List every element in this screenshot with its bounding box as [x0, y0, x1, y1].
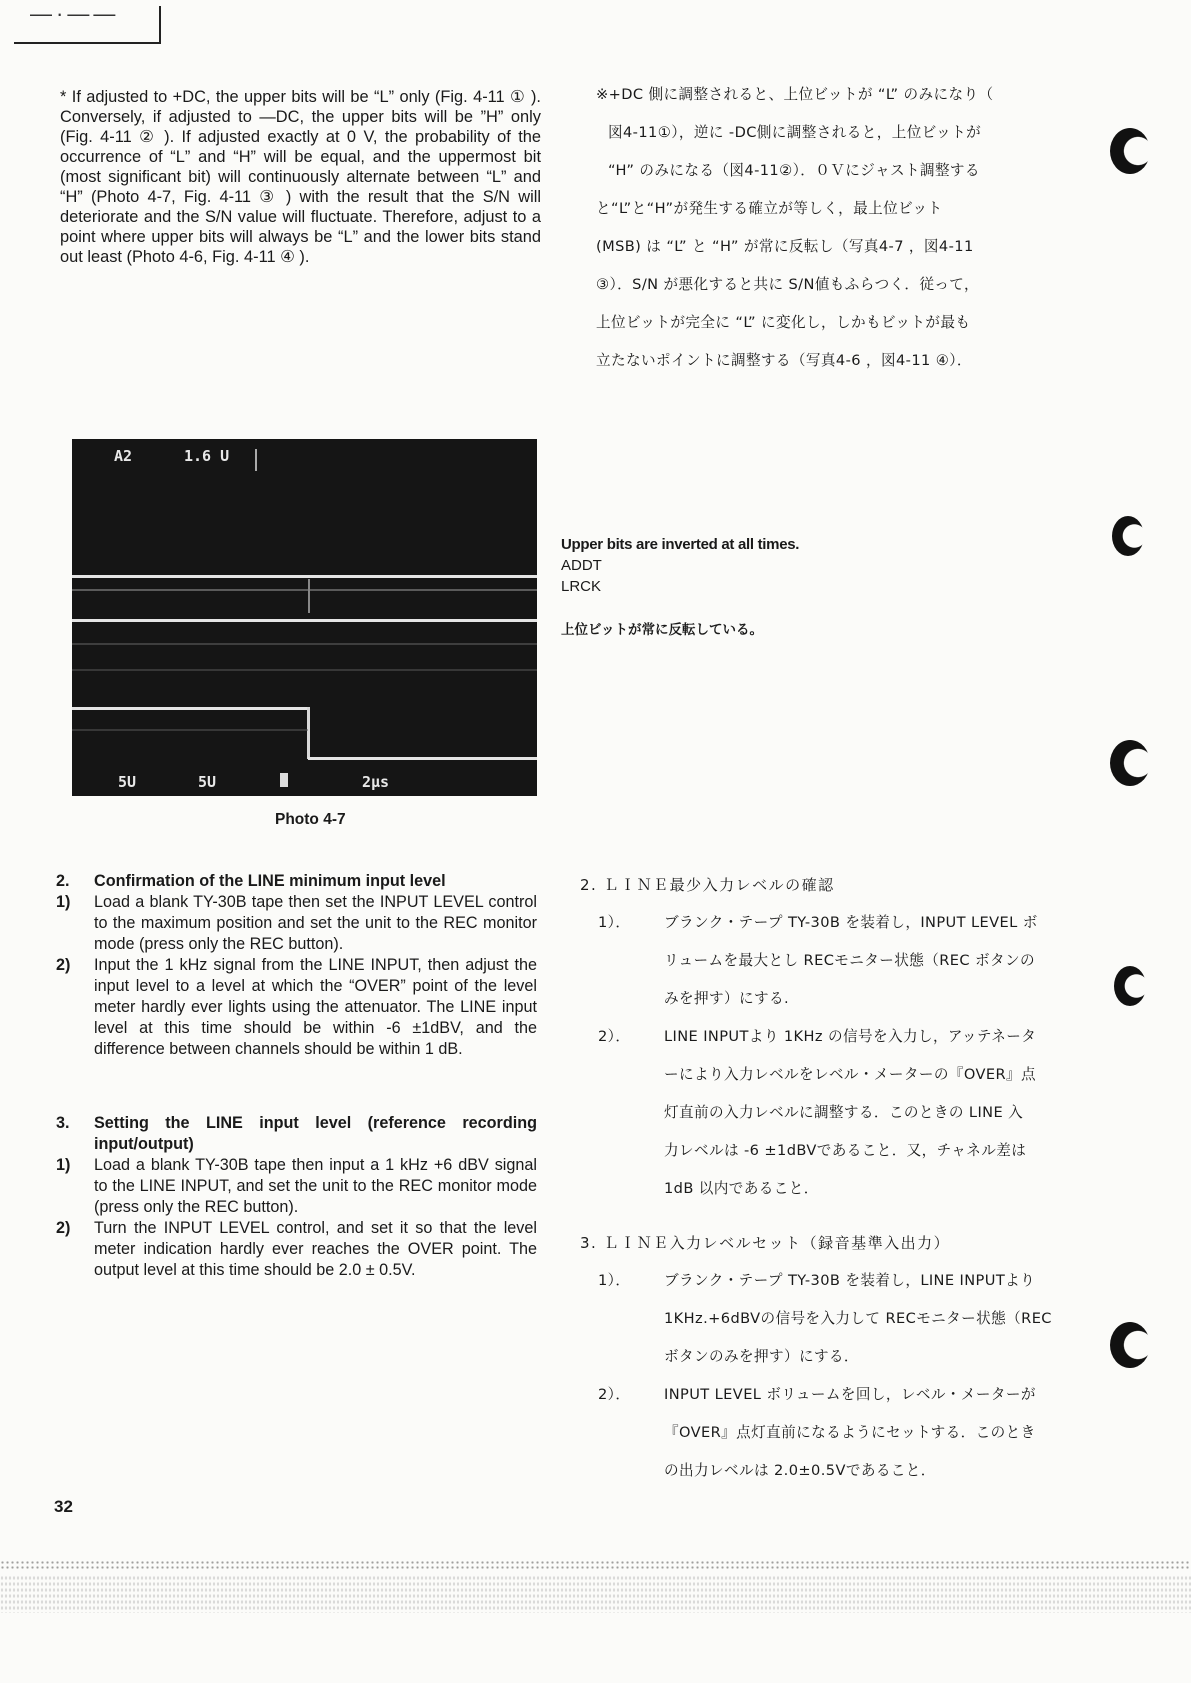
oscilloscope-photo	[72, 439, 537, 796]
intro-jp-line: 立たないポイントに調整する（写真4-6 ，図4-11 ④）．	[596, 352, 972, 369]
section-3-number: 3.	[56, 1114, 70, 1132]
header-mark-text: —·——	[30, 1, 120, 26]
section-3-jp	[580, 1224, 1080, 1490]
jp-line: ブランク・テープ TY-30B を装着し，LINE INPUTより	[664, 1272, 1036, 1289]
item-number: 2)	[56, 1219, 71, 1237]
binder-hole	[1114, 966, 1146, 1006]
jp-item-number: 2）．	[598, 1386, 631, 1403]
list-item	[56, 1155, 537, 1218]
trace-noise	[72, 729, 308, 731]
annotation-jp: 上位ビットが常に反転している。	[561, 622, 763, 638]
list-item	[56, 1218, 537, 1281]
jp-item-number: 1）．	[598, 1272, 631, 1289]
item-text: Load a blank TY-30B tape then input a 1 kHz +6 dBV signal to the LINE INPUT, and set the unit to the REC monitor mode (press only the REC button).	[94, 1156, 537, 1216]
trace-lrck-high	[72, 707, 308, 710]
jp-line: ブランク・テープ TY-30B を装着し，INPUT LEVEL ボ	[664, 914, 1038, 931]
trace-noise	[72, 669, 537, 671]
jp-item-number: 2）．	[598, 1028, 631, 1045]
page-number: 32	[54, 1497, 73, 1516]
trace-upper-bits-ghost	[72, 589, 537, 591]
section-2-title: Confirmation of the LINE minimum input level	[94, 872, 446, 890]
intro-text-en: * If adjusted to +DC, the upper bits will be “L” only (Fig. 4-11 ① ). Conversely, if adjusted to —DC, the upper bits will be ”H” only (Fig. 4-11 ② ). If adjusted exactly at 0 V, the probability of the occurrence of “L” and “H” will be equal, and the uppermost bit (most significant bit) will continuously alternate between “L” and “H” (Photo 4-7, Fig. 4-11 ③ ) with the result that the S/N will deteriorate and the S/N value will fluctuate. Therefore, adjust to a point where upper bits will always be “L” and the lower bits stand out least (Photo 4-6, Fig. 4-11 ④ ).	[60, 88, 541, 266]
binder-hole	[1110, 740, 1150, 786]
item-text: Input the 1 kHz signal from the LINE INPUT, then adjust the input level to a level at which the “OVER” point of the level meter hardly ever lights using the attenuator. The LINE input level at this time should be within -6 ±1dBV, and the difference between channels should be within 1 dB.	[94, 956, 537, 1058]
jp-item-2	[580, 1376, 1080, 1490]
annotation-lrck: LRCK	[561, 578, 602, 595]
scan-noise-band	[0, 1575, 1191, 1613]
section-2-jp	[580, 866, 1080, 1208]
photo-caption: Photo 4-7	[275, 811, 346, 828]
section-2-number: 2.	[56, 872, 70, 890]
annotation-upper-bits: Upper bits are inverted at all times.	[561, 536, 800, 553]
jp-line: ーにより入力レベルをレベル・メーターの『OVER』点	[664, 1066, 1037, 1083]
item-number: 1)	[56, 1156, 71, 1174]
trace-addt	[72, 619, 537, 622]
intro-jp-line: と“L”と“H”が発生する確立が等しく，最上位ビット	[596, 200, 943, 217]
jp-line: 力レベルは -6 ±1dBVであること．又，チャネル差は	[664, 1142, 1027, 1159]
item-number: 1)	[56, 893, 71, 911]
jp-item-1	[580, 1262, 1080, 1376]
item-number: 2)	[56, 956, 71, 974]
jp-section-3-title: 3. ＬＩＮＥ入力レベルセット（録音基準入出力）	[580, 1234, 951, 1252]
jp-line: LINE INPUTより 1KHz の信号を入力し，アッテネータ	[664, 1028, 1037, 1045]
scan-noise-band	[0, 1560, 1191, 1570]
section-3-en	[56, 1113, 537, 1281]
item-text: Load a blank TY-30B tape then set the INPUT LEVEL control to the maximum position and set the unit to the REC monitor mode (press only the REC button).	[94, 893, 537, 953]
scope-scale-label: 1.6 U	[184, 447, 230, 465]
binder-hole	[1110, 128, 1150, 174]
jp-section-2-title: 2. ＬＩＮＥ最少入力レベルの確認	[580, 876, 835, 894]
trace-transition	[308, 579, 310, 613]
section-2-heading	[56, 871, 537, 892]
scope-channel-label: A2	[114, 447, 133, 465]
jp-line: INPUT LEVEL ボリュームを回し，レベル・メーターが	[664, 1386, 1036, 1403]
jp-item-2	[580, 1018, 1080, 1208]
scope-ch1-scale: 5U	[118, 773, 137, 791]
jp-line: の出力レベルは 2.0±0.5Vであること．	[664, 1462, 936, 1479]
section-3-title: Setting the LINE input level (reference recording input/output)	[94, 1114, 537, 1153]
trace-noise	[72, 643, 537, 645]
intro-jp-line: ③）．S/N が悪化すると共に S/N値もふらつく．従って，	[596, 276, 979, 293]
scope-cursor	[255, 449, 257, 471]
intro-jp-line: “H” のみになる（図4-11②）．０Ｖにジャスト調整する	[608, 162, 980, 179]
scope-ch2-scale: 5U	[198, 773, 217, 791]
intro-jp-line: (MSB) は “L” と “H” が常に反転し（写真4-7 ，図4-11	[596, 238, 974, 255]
photo-annotations	[561, 534, 799, 597]
jp-line: 灯直前の入力レベルに調整する．このときの LINE 入	[664, 1104, 1024, 1121]
scope-timebase: 2μs	[362, 773, 390, 791]
intro-paragraph-en	[60, 87, 541, 267]
intro-paragraph-jp	[596, 76, 1078, 380]
section-3-heading	[56, 1113, 537, 1155]
trace-upper-bits	[72, 575, 537, 578]
intro-jp-line: 上位ビットが完全に “L” に変化し，しかもビットが最も	[596, 314, 971, 331]
binder-hole	[1110, 1322, 1150, 1368]
list-item	[56, 892, 537, 955]
jp-line: 1KHz.+6dBVの信号を入力して RECモニター状態（REC	[664, 1310, 1052, 1327]
list-item	[56, 955, 537, 1060]
jp-line: リュームを最大とし RECモニター状態（REC ボタンの	[664, 952, 1036, 969]
jp-line: 『OVER』点灯直前になるようにセットする．このとき	[664, 1424, 1036, 1441]
binder-hole	[1112, 516, 1144, 556]
intro-jp-line: ※+DC 側に調整されると、上位ビットが “L” のみになり（	[596, 86, 994, 103]
trigger-marker	[280, 773, 288, 787]
jp-line: みを押す）にする.	[664, 990, 789, 1007]
jp-item-1	[580, 904, 1080, 1018]
trace-lrck-edge	[307, 707, 310, 759]
annotation-addt: ADDT	[561, 557, 602, 574]
item-text: Turn the INPUT LEVEL control, and set it so that the level meter indication hardly ever reaches the OVER point. The output level at this time should be 2.0 ± 0.5V.	[94, 1219, 537, 1279]
intro-jp-line: 図4-11①），逆に -DC側に調整されると，上位ビットが	[608, 124, 982, 141]
jp-item-number: 1）．	[598, 914, 631, 931]
trace-lrck-low	[308, 757, 537, 760]
header-rule	[14, 1, 161, 44]
jp-line: 1dB 以内であること．	[664, 1180, 819, 1197]
jp-line: ボタンのみを押す）にする．	[664, 1348, 859, 1365]
section-2-en	[56, 871, 537, 1060]
